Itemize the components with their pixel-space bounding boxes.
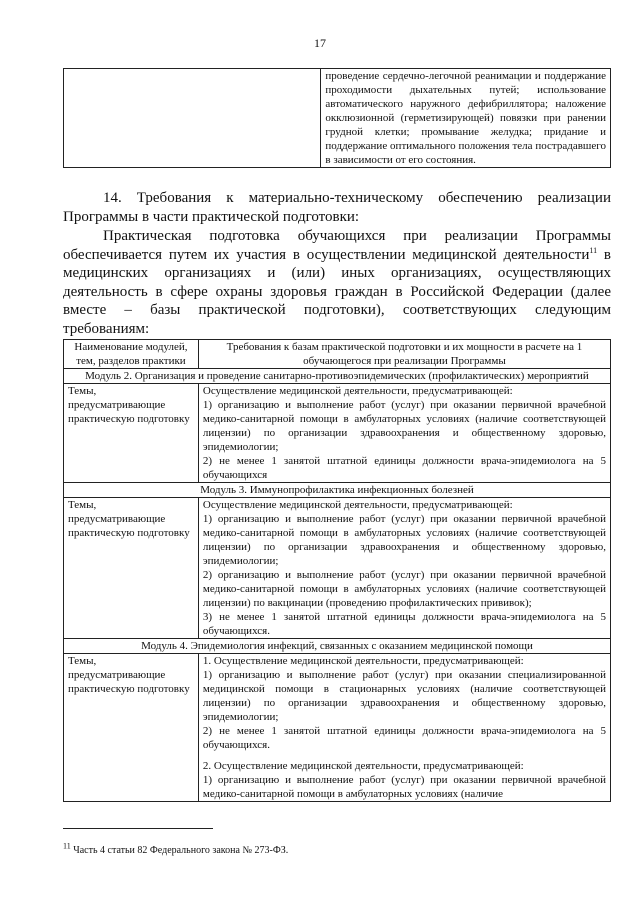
requirement-line: 2) не менее 1 занятой штатной единицы должности врача-эпидемиолога на 5 обучающихся. bbox=[202, 725, 606, 751]
header-requirements: Требования к базам практической подготовки и их мощности в расчете на 1 обучающегося при реализации Программы bbox=[198, 340, 610, 369]
requirement-line: Осуществление медицинской деятельности, предусматривающей: bbox=[202, 499, 513, 511]
table-header-row bbox=[64, 340, 611, 369]
module-2-requirements bbox=[198, 384, 610, 483]
requirement-line: 2) не менее 1 занятой штатной единицы должности врача-эпидемиолога на 5 обучающихся bbox=[202, 455, 606, 481]
module-3-topics: Темы, предусматривающие практическую подготовку bbox=[64, 498, 199, 639]
header-modules: Наименование модулей, тем, разделов практики bbox=[64, 340, 199, 369]
module-4-requirements bbox=[198, 654, 610, 802]
module-4-title: Модуль 4. Эпидемиология инфекций, связанных с оказанием медицинской помощи bbox=[64, 639, 611, 654]
requirement-line: 1) организацию и выполнение работ (услуг) при оказании специализированной медицинской помощи в стационарных условиях (наличие соответствующей лицензии) по организации здравоохранения и общественному здоровью, эпидемиологии; bbox=[202, 669, 606, 723]
requirement-line: 2. Осуществление медицинской деятельности, предусматривающей: bbox=[202, 760, 524, 772]
requirements-table bbox=[63, 339, 611, 802]
module-2-title: Модуль 2. Организация и проведение санитарно-противоэпидемических (профилактических) мероприятий bbox=[64, 369, 611, 384]
paragraph-start: Практическая подготовка обучающихся при реализации Программы обеспечивается путем их участия в осуществлении медицинской деятельности bbox=[63, 228, 611, 263]
first-aid-measures-cell: проведение сердечно-легочной реанимации и поддержание проходимости дыхательных путей; использование автоматического наружного дефибриллятора; наложение окклюзионной (герметизирующей) повязки при ранении грудной клетки; промывание желудка; придание и поддержание оптимального положения тела пострадавшего в зависимости от его состояния. bbox=[321, 69, 611, 168]
module-3-title: Модуль 3. Иммунопрофилактика инфекционных болезней bbox=[64, 483, 611, 498]
paragraph-end: в медицинских организациях и (или) иных организациях, осуществляющих деятельность в сфере охраны здоровья граждан в Российской Федерации (далее вместе – базы практической подготовки), соответствующих следующим требованиям: bbox=[63, 246, 611, 337]
continued-table bbox=[63, 68, 611, 168]
page-number: 17 bbox=[314, 36, 326, 50]
requirement-line: 1) организацию и выполнение работ (услуг) при оказании первичной врачебной медико-санитарной помощи в амбулаторных условиях (наличие соответствующей лицензии) по организации здравоохранения и общественному здоровью, эпидемиологии; bbox=[202, 399, 606, 453]
section-heading: 14. Требования к материально-техническому обеспечению реализации Программы в части практической подготовки: bbox=[63, 190, 611, 225]
requirement-line: 1) организацию и выполнение работ (услуг) при оказании первичной врачебной медико-санитарной помощи в амбулаторных условиях (наличие bbox=[202, 774, 606, 800]
table-row bbox=[64, 498, 611, 639]
module-title-row bbox=[64, 369, 611, 384]
footnote-separator bbox=[63, 828, 213, 829]
requirement-line: 1. Осуществление медицинской деятельности, предусматривающей: bbox=[202, 655, 524, 667]
section-paragraph bbox=[63, 227, 611, 338]
module-title-row bbox=[64, 639, 611, 654]
requirement-line: 3) не менее 1 занятой штатной единицы должности врача-эпидемиолога на 5 обучающихся. bbox=[202, 611, 606, 637]
requirement-line: 2) организацию и выполнение работ (услуг) при оказании первичной врачебной медико-санитарной помощи в амбулаторных условиях (наличие соответствующей лицензии) по вакцинации (проведению профилактических прививок); bbox=[202, 569, 606, 609]
empty-cell bbox=[64, 69, 321, 168]
table-row bbox=[64, 654, 611, 802]
module-title-row bbox=[64, 483, 611, 498]
footnote bbox=[63, 841, 611, 856]
module-2-topics: Темы, предусматривающие практическую подготовку bbox=[64, 384, 199, 483]
footnote-number: 11 bbox=[63, 841, 71, 851]
footnote-text: Часть 4 статьи 82 Федерального закона № 273-ФЗ. bbox=[70, 845, 289, 856]
requirement-line: 1) организацию и выполнение работ (услуг) при оказании первичной врачебной медико-санитарной помощи в амбулаторных условиях (наличие соответствующей лицензии) по организации здравоохранения и общественному здоровью, эпидемиологии; bbox=[202, 513, 606, 567]
footnote-ref: 11 bbox=[589, 245, 598, 255]
module-3-requirements bbox=[198, 498, 610, 639]
module-4-topics: Темы, предусматривающие практическую подготовку bbox=[64, 654, 199, 802]
requirement-line: Осуществление медицинской деятельности, предусматривающей: bbox=[202, 385, 513, 397]
table-row bbox=[64, 384, 611, 483]
